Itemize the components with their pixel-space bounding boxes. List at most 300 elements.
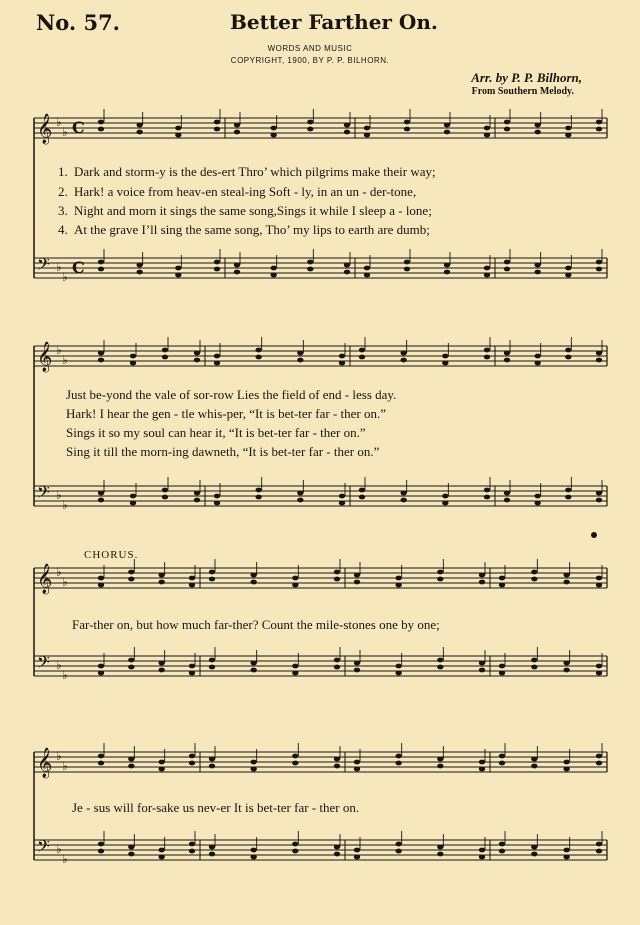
notehead <box>270 266 276 271</box>
notehead <box>504 351 510 356</box>
notehead <box>395 583 401 588</box>
notehead <box>359 355 365 360</box>
notehead <box>209 570 215 575</box>
notehead <box>395 849 401 854</box>
notehead <box>334 658 340 663</box>
flat-icon: ♭ <box>62 668 68 682</box>
notehead <box>504 491 510 496</box>
notehead <box>194 351 200 356</box>
notehead <box>444 130 450 135</box>
flat-icon: ♭ <box>62 270 68 284</box>
notehead <box>534 501 540 506</box>
notehead <box>484 348 490 353</box>
notehead <box>307 120 313 125</box>
notehead <box>162 495 168 500</box>
notehead <box>128 764 134 769</box>
notehead <box>534 270 540 275</box>
verse-2-line <box>58 184 608 200</box>
notehead <box>214 120 220 125</box>
notehead <box>194 358 200 363</box>
notehead <box>189 849 195 854</box>
notehead <box>437 577 443 582</box>
notehead <box>359 348 365 353</box>
notehead <box>98 127 104 132</box>
notehead <box>234 263 240 268</box>
notehead <box>334 852 340 857</box>
notehead <box>158 760 164 765</box>
notehead <box>158 855 164 860</box>
notehead <box>307 260 313 265</box>
notehead <box>334 764 340 769</box>
notehead <box>158 661 164 666</box>
notehead <box>404 120 410 125</box>
flat-icon: ♭ <box>56 115 62 129</box>
notehead <box>531 658 537 663</box>
flat-icon: ♭ <box>62 498 68 512</box>
notehead <box>364 266 370 271</box>
flat-icon: ♭ <box>56 842 62 856</box>
notehead <box>292 576 298 581</box>
notehead <box>162 488 168 493</box>
notehead <box>307 267 313 272</box>
notehead <box>479 848 485 853</box>
notehead <box>534 130 540 135</box>
notehead <box>250 767 256 772</box>
notehead <box>344 270 350 275</box>
notehead <box>209 577 215 582</box>
notehead <box>596 842 602 847</box>
notehead <box>189 754 195 759</box>
flat-icon: ♭ <box>56 260 62 274</box>
notehead <box>565 355 571 360</box>
notehead <box>354 855 360 860</box>
notehead <box>98 761 104 766</box>
notehead <box>209 665 215 670</box>
verse-3-number: 3. <box>58 203 68 218</box>
notehead <box>130 501 136 506</box>
notehead <box>250 661 256 666</box>
notehead <box>404 127 410 132</box>
flat-icon: ♭ <box>56 749 62 763</box>
verse-1-line <box>58 164 608 180</box>
notehead <box>98 754 104 759</box>
notehead <box>437 757 443 762</box>
treble-clef-icon: 𝄞 <box>37 748 53 778</box>
notehead <box>596 491 602 496</box>
notehead <box>334 757 340 762</box>
notehead <box>339 361 345 366</box>
notehead <box>596 498 602 503</box>
notehead <box>596 849 602 854</box>
notehead <box>596 664 602 669</box>
notehead <box>214 127 220 132</box>
notehead <box>499 842 505 847</box>
notehead <box>437 764 443 769</box>
notehead <box>395 576 401 581</box>
notehead <box>596 583 602 588</box>
notehead <box>128 577 134 582</box>
notehead <box>499 576 505 581</box>
notehead <box>444 123 450 128</box>
notehead <box>292 583 298 588</box>
refrain-line-4: Sing it till the morn-ing dawneth, “It is bet-ter far - ther on.” <box>66 444 380 459</box>
notehead <box>534 494 540 499</box>
notehead <box>596 351 602 356</box>
notehead <box>484 273 490 278</box>
notehead <box>234 270 240 275</box>
notehead <box>297 351 303 356</box>
notehead <box>484 133 490 138</box>
notehead <box>354 668 360 673</box>
notehead <box>504 120 510 125</box>
flat-icon: ♭ <box>56 565 62 579</box>
notehead <box>534 123 540 128</box>
notehead <box>484 488 490 493</box>
notehead <box>596 671 602 676</box>
common-time-icon: C <box>72 258 85 277</box>
notehead <box>563 580 569 585</box>
notehead <box>214 501 220 506</box>
notehead <box>354 661 360 666</box>
notehead <box>189 761 195 766</box>
notehead <box>437 658 443 663</box>
treble-clef-icon: 𝄞 <box>37 342 53 372</box>
bass-clef-icon: 𝄢 <box>37 254 50 278</box>
notehead <box>364 273 370 278</box>
melody-source: From Southern Melody. <box>471 86 574 97</box>
verse-4-number: 4. <box>58 222 68 237</box>
bass-clef-icon: 𝄢 <box>37 836 50 860</box>
hymn-title: Better Farther On. <box>230 10 438 34</box>
notehead <box>189 671 195 676</box>
notehead <box>136 270 142 275</box>
notehead <box>339 494 345 499</box>
notehead <box>98 267 104 272</box>
notehead <box>214 494 220 499</box>
chorus-line-2: Je - sus will for-sake us nev-er It is bet-ter far - ther on. <box>72 800 360 815</box>
notehead <box>98 491 104 496</box>
notehead <box>334 665 340 670</box>
bass-clef-icon: 𝄢 <box>37 482 50 506</box>
notehead <box>128 757 134 762</box>
notehead <box>504 127 510 132</box>
notehead <box>334 570 340 575</box>
notehead <box>531 665 537 670</box>
notehead <box>354 767 360 772</box>
treble-clef-icon: 𝄞 <box>37 114 53 144</box>
notehead <box>175 266 181 271</box>
arranger-credit: Arr. by P. P. Bilhorn, <box>471 70 582 85</box>
notehead <box>130 361 136 366</box>
notehead <box>344 130 350 135</box>
notehead <box>189 576 195 581</box>
notehead <box>437 665 443 670</box>
notehead <box>292 754 298 759</box>
notehead <box>596 754 602 759</box>
notehead <box>442 361 448 366</box>
notehead <box>442 494 448 499</box>
notehead <box>209 757 215 762</box>
treble-clef-icon: 𝄞 <box>37 564 53 594</box>
verse-3-line <box>58 203 608 219</box>
notehead <box>250 855 256 860</box>
notehead <box>395 754 401 759</box>
common-time-icon: C <box>72 118 85 137</box>
copyright-line-1: WORDS AND MUSIC <box>267 44 353 53</box>
notehead <box>307 127 313 132</box>
notehead <box>297 498 303 503</box>
notehead <box>565 126 571 131</box>
notehead <box>400 491 406 496</box>
notehead <box>563 855 569 860</box>
notehead <box>499 664 505 669</box>
notehead <box>128 665 134 670</box>
notehead <box>534 361 540 366</box>
notehead <box>596 576 602 581</box>
notehead <box>479 573 485 578</box>
notehead <box>395 671 401 676</box>
notehead <box>189 583 195 588</box>
notehead <box>292 842 298 847</box>
notehead <box>504 260 510 265</box>
notehead <box>297 358 303 363</box>
notehead <box>565 273 571 278</box>
notehead <box>364 133 370 138</box>
notehead <box>292 671 298 676</box>
notehead <box>563 573 569 578</box>
notehead <box>98 260 104 265</box>
notehead <box>334 845 340 850</box>
notehead <box>158 767 164 772</box>
notehead <box>400 358 406 363</box>
notehead <box>563 848 569 853</box>
notehead <box>130 354 136 359</box>
notehead <box>214 361 220 366</box>
notehead <box>531 852 537 857</box>
notehead <box>354 760 360 765</box>
notehead <box>292 849 298 854</box>
notehead <box>339 501 345 506</box>
notehead <box>479 760 485 765</box>
bass-clef-icon: 𝄢 <box>37 652 50 676</box>
notehead <box>504 267 510 272</box>
notehead <box>484 266 490 271</box>
flat-icon: ♭ <box>62 575 68 589</box>
notehead <box>128 570 134 575</box>
notehead <box>98 576 104 581</box>
notehead <box>444 270 450 275</box>
notehead <box>209 658 215 663</box>
notehead <box>437 852 443 857</box>
flat-icon: ♭ <box>62 125 68 139</box>
notehead <box>596 267 602 272</box>
notehead <box>400 498 406 503</box>
notehead <box>596 120 602 125</box>
notehead <box>162 355 168 360</box>
notehead <box>250 668 256 673</box>
notehead <box>596 127 602 132</box>
notehead <box>250 760 256 765</box>
notehead <box>531 577 537 582</box>
notehead <box>297 491 303 496</box>
notehead <box>189 842 195 847</box>
notehead <box>531 757 537 762</box>
notehead <box>395 664 401 669</box>
refrain-line-1: Just be-yond the vale of sor-row Lies the field of end - less day. <box>66 387 397 402</box>
notehead <box>339 354 345 359</box>
notehead <box>255 495 261 500</box>
notehead <box>209 845 215 850</box>
verse-2-text: Hark! a voice from heav-en steal-ing Soft - ly, in an un - der-tone, <box>74 184 417 199</box>
notehead <box>395 761 401 766</box>
notehead <box>444 263 450 268</box>
notehead <box>479 668 485 673</box>
notehead <box>344 123 350 128</box>
notehead <box>437 570 443 575</box>
notehead <box>504 498 510 503</box>
notehead <box>130 494 136 499</box>
notehead <box>364 126 370 131</box>
notehead <box>565 348 571 353</box>
notehead <box>404 267 410 272</box>
notehead <box>596 761 602 766</box>
notehead <box>209 852 215 857</box>
notehead <box>98 671 104 676</box>
notehead <box>136 123 142 128</box>
notehead <box>565 133 571 138</box>
notehead <box>158 848 164 853</box>
notehead <box>395 842 401 847</box>
notehead <box>479 855 485 860</box>
chorus-line-1: Far-ther on, but how much far-ther? Count the mile-stones one by one; <box>72 617 440 632</box>
notehead <box>175 133 181 138</box>
notehead <box>442 501 448 506</box>
notehead <box>484 126 490 131</box>
notehead <box>484 355 490 360</box>
notehead <box>437 845 443 850</box>
notehead <box>499 583 505 588</box>
notehead <box>563 668 569 673</box>
notehead <box>565 488 571 493</box>
notehead <box>250 848 256 853</box>
notehead <box>531 570 537 575</box>
flat-icon: ♭ <box>56 343 62 357</box>
notehead <box>234 130 240 135</box>
notehead <box>354 580 360 585</box>
notehead <box>158 573 164 578</box>
notehead <box>479 767 485 772</box>
notehead <box>136 130 142 135</box>
verse-1-number: 1. <box>58 164 68 179</box>
notehead <box>292 664 298 669</box>
notehead <box>98 842 104 847</box>
notehead <box>175 273 181 278</box>
notehead <box>214 267 220 272</box>
notehead <box>209 764 215 769</box>
flat-icon: ♭ <box>62 852 68 866</box>
notehead <box>98 583 104 588</box>
notehead <box>270 133 276 138</box>
notehead <box>270 126 276 131</box>
notehead <box>158 668 164 673</box>
notehead <box>98 351 104 356</box>
notehead <box>534 263 540 268</box>
notehead <box>565 495 571 500</box>
notehead <box>250 573 256 578</box>
notehead <box>128 852 134 857</box>
notehead <box>534 354 540 359</box>
notehead <box>234 123 240 128</box>
verse-4-text: At the grave I’ll sing the same song, Tho’ my lips to earth are dumb; <box>74 222 430 237</box>
notehead <box>255 488 261 493</box>
notehead <box>479 580 485 585</box>
chorus-label: CHORUS. <box>84 549 139 561</box>
notehead <box>563 760 569 765</box>
verse-1-text: Dark and storm-y is the des-ert Thro’ which pilgrims make their way; <box>74 164 436 179</box>
notehead <box>563 661 569 666</box>
copyright-line-2: COPYRIGHT, 1900, BY P. P. BILHORN. <box>230 56 390 65</box>
notehead <box>175 126 181 131</box>
notehead <box>162 348 168 353</box>
notehead <box>359 495 365 500</box>
notehead <box>404 260 410 265</box>
refrain-line-3: Sings it so my soul can hear it, “It is bet-ter far - ther on.” <box>66 425 366 440</box>
notehead <box>354 573 360 578</box>
notehead <box>479 661 485 666</box>
flat-icon: ♭ <box>62 353 68 367</box>
verse-2-number: 2. <box>58 184 68 199</box>
notehead <box>214 354 220 359</box>
notehead <box>499 761 505 766</box>
notehead <box>499 671 505 676</box>
notehead <box>270 273 276 278</box>
notehead <box>563 767 569 772</box>
notehead <box>354 848 360 853</box>
notehead <box>442 354 448 359</box>
notehead <box>136 263 142 268</box>
notehead <box>128 658 134 663</box>
notehead <box>98 849 104 854</box>
ink-dot <box>591 532 597 538</box>
notehead <box>504 358 510 363</box>
notehead <box>158 580 164 585</box>
notehead <box>499 849 505 854</box>
verse-3-text: Night and morn it sings the same song,Sings it while I sleep a - lone; <box>74 203 432 218</box>
notehead <box>565 266 571 271</box>
notehead <box>98 120 104 125</box>
notehead <box>400 351 406 356</box>
notehead <box>98 358 104 363</box>
flat-icon: ♭ <box>56 488 62 502</box>
notehead <box>531 764 537 769</box>
notehead <box>255 355 261 360</box>
notehead <box>334 577 340 582</box>
flat-icon: ♭ <box>62 759 68 773</box>
verse-4-line <box>58 222 608 238</box>
notehead <box>484 495 490 500</box>
notehead <box>250 580 256 585</box>
notehead <box>292 761 298 766</box>
hymn-number: No. 57. <box>36 10 120 35</box>
notehead <box>499 754 505 759</box>
notehead <box>596 260 602 265</box>
flat-icon: ♭ <box>56 658 62 672</box>
notehead <box>128 845 134 850</box>
notehead <box>189 664 195 669</box>
notehead <box>255 348 261 353</box>
notehead <box>344 263 350 268</box>
notehead <box>98 664 104 669</box>
